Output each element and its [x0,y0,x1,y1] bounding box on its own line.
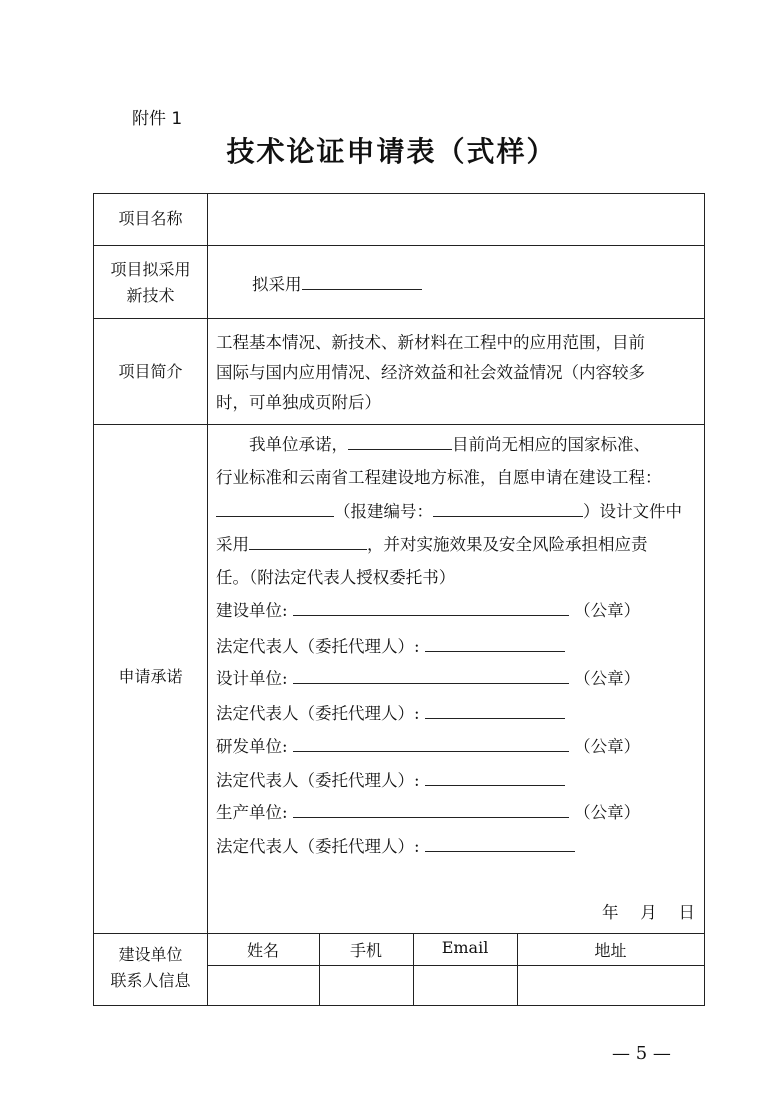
new-tech-label-line: 项目拟采用 [110,260,191,279]
project-blank[interactable] [216,498,334,517]
production-unit-blank[interactable] [293,799,569,818]
contact-header-email: Email [441,938,489,957]
commit-label: 申请承诺 [118,667,183,686]
commit-text: 目前尚无相应的国家标准、 [452,435,650,454]
seal-label: （公章） [574,803,641,822]
application-form [93,193,705,1006]
new-tech-blank[interactable] [302,271,422,290]
attachment-label: 附件 1 [132,109,183,129]
contact-header-phone: 手机 [349,941,382,960]
construction-unit-line [216,596,640,626]
production-unit-label: 生产单位: [216,803,288,822]
tech-name-blank[interactable] [348,431,452,450]
legal-rep-blank[interactable] [425,633,565,652]
new-tech-prefix: 拟采用 [252,275,302,294]
construction-unit-label: 建设单位: [216,601,288,620]
legal-rep-line [216,632,565,662]
rd-unit-blank[interactable] [293,733,569,752]
summary-line: 国际与国内应用情况、经济效益和社会效益情况（内容较多 [216,363,645,382]
legal-rep-label: 法定代表人（委托代理人）: [216,637,420,656]
commit-line-3 [216,497,682,527]
commit-line-2: 行业标准和云南省工程建设地方标准，自愿申请在建设工程： [216,468,662,487]
commit-text: 我单位承诺， [249,435,348,454]
commit-line-4 [216,530,648,560]
commit-text: （报建编号： [334,502,433,521]
legal-rep-blank[interactable] [425,833,575,852]
commit-text: ，并对实施效果及安全风险承担相应责 [367,535,648,554]
project-name-label: 项目名称 [118,209,183,228]
rd-unit-label: 研发单位: [216,737,288,756]
design-unit-line [216,664,640,694]
legal-rep-line [216,766,565,796]
design-unit-label: 设计单位: [216,669,288,688]
row-divider [94,933,704,934]
contact-header-address: 地址 [594,941,627,960]
label-column-divider [207,194,208,1005]
design-unit-blank[interactable] [293,665,569,684]
legal-rep-label: 法定代表人（委托代理人）: [216,837,420,856]
legal-rep-label: 法定代表人（委托代理人）: [216,771,420,790]
commit-line-5: 任。（附法定代表人授权委托书） [216,568,456,587]
new-tech-label [94,257,207,309]
legal-rep-label: 法定代表人（委托代理人）: [216,704,420,723]
permit-number-blank[interactable] [433,498,583,517]
summary-line: 工程基本情况、新技术、新材料在工程中的应用范围，目前 [216,333,645,352]
date-line: 年 月 日 [602,903,695,922]
production-unit-line [216,798,640,828]
legal-rep-blank[interactable] [425,767,565,786]
contact-label-line: 联系人信息 [110,971,191,990]
contact-label-line: 建设单位 [118,945,183,964]
summary-line: 时，可单独成页附后） [216,393,381,412]
rd-unit-line [216,732,640,762]
new-tech-label-line: 新技术 [126,286,175,305]
adopt-blank[interactable] [249,531,367,550]
construction-unit-blank[interactable] [293,597,569,616]
page-number: — 5 — [612,1043,671,1064]
contact-label [94,942,207,994]
seal-label: （公章） [574,601,641,620]
seal-label: （公章） [574,737,641,756]
contact-header-name: 姓名 [246,941,279,960]
commit-line-1 [249,430,650,460]
contact-header-divider [207,965,704,966]
commit-text: ）设计文件中 [583,502,682,521]
legal-rep-blank[interactable] [425,700,565,719]
legal-rep-line [216,699,565,729]
row-divider [94,245,704,246]
summary-label: 项目简介 [118,362,183,381]
legal-rep-line [216,832,575,862]
form-title: 技术论证申请表（式样） [226,135,557,168]
seal-label: （公章） [574,669,641,688]
row-divider [94,318,704,319]
row-divider [94,424,704,425]
commit-text: 采用 [216,535,249,554]
new-tech-field [252,270,422,300]
